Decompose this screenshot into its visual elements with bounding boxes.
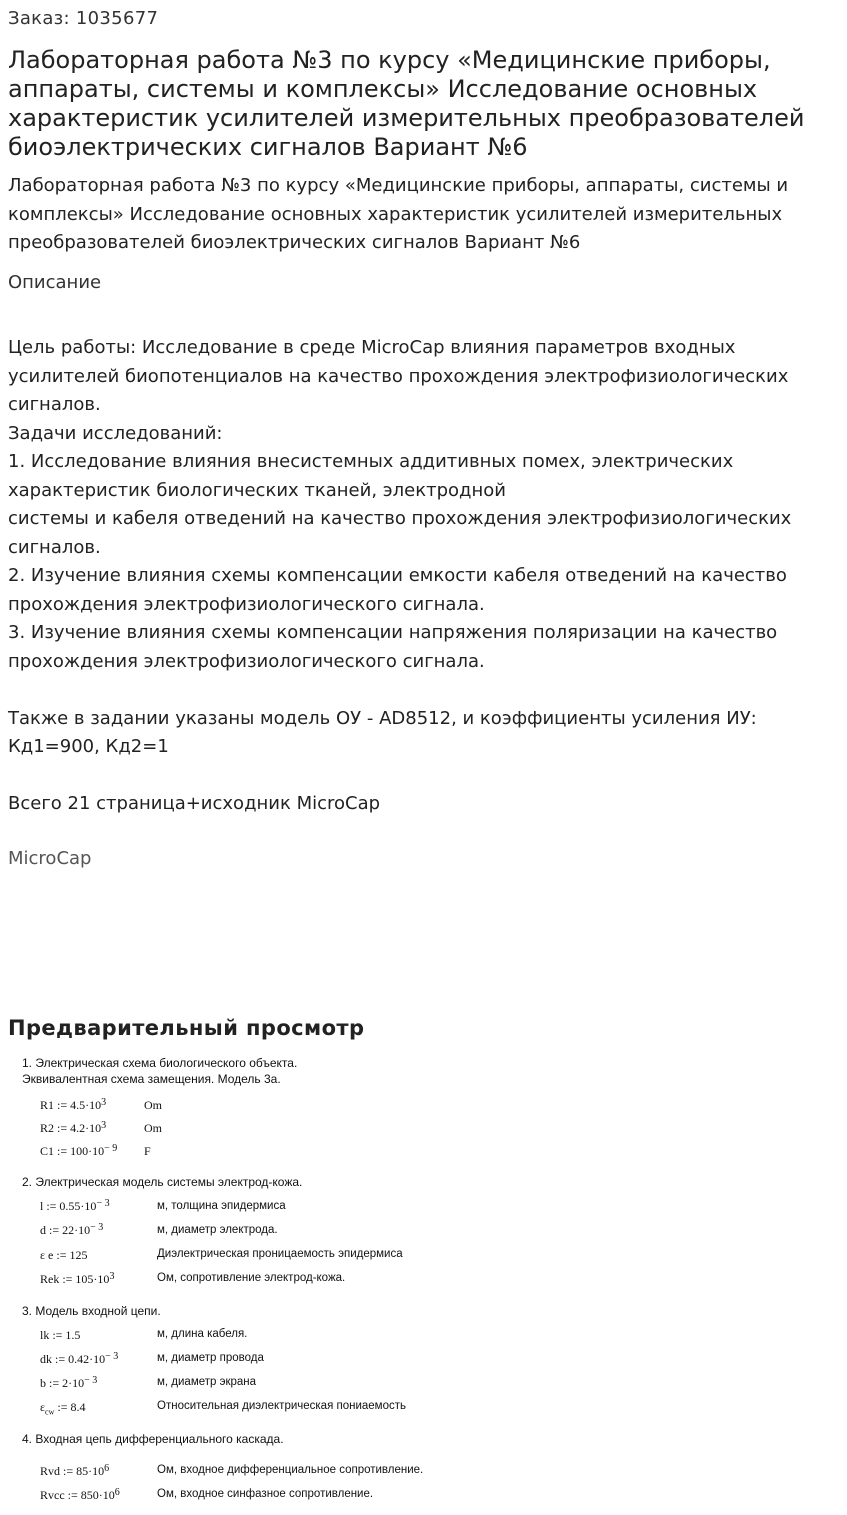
unit-c1: F xyxy=(144,1144,151,1158)
description-line: Также в задании указаны модель ОУ - AD8512, и коэффициенты усиления ИУ: xyxy=(8,707,757,729)
formula-b: b := $2\cdot 10^{- 3}$ xyxy=(40,1375,98,1390)
description-line: прохождения электрофизиологического сигнала. xyxy=(8,593,485,615)
preview-section-1-subheading: Эквивалентная схема замещения. Модель 3а. xyxy=(22,1072,281,1086)
tag-link-microcap[interactable]: MicroCap xyxy=(8,848,92,869)
description-line: 1. Исследование влияния внесистемных аддитивных помех, электрических xyxy=(8,451,734,472)
desc-epsilon-cw: Относительная диэлектрическая пониаемость xyxy=(157,1400,406,1412)
page-subtitle: Лабораторная работа №3 по курсу «Медицинские приборы, аппараты, системы и комплексы» Исследование основных характеристик усилителей измерительных преобразователей биоэлектрических сигналов Вариант №6 xyxy=(8,175,789,253)
unit-r1: Om xyxy=(144,1098,162,1112)
description-line: прохождения электрофизиологического сигнала. xyxy=(8,650,485,672)
description-line: Кд1=900, Кд2=1 xyxy=(8,736,169,757)
desc-rek: Ом, сопротивление электрод-кожа. xyxy=(157,1272,346,1284)
formula-rek: Rek := $105\cdot 10^3$ xyxy=(40,1271,115,1286)
preview-section-4-heading: 4. Входная цепь дифференциального каскада. xyxy=(22,1432,284,1446)
description-line: 3. Изучение влияния схемы компенсации напряжения поляризации на качество xyxy=(8,622,778,643)
description-line: Всего 21 страница+исходник MicroCap xyxy=(8,793,381,814)
formula-epsilon-cw: $\varepsilon_{cw}$ := 8.4 xyxy=(40,1400,86,1417)
preview-section-3-heading: 3. Модель входной цепи. xyxy=(22,1304,161,1318)
description-spacer xyxy=(8,676,840,705)
formula-dk: dk := $0.42\cdot 10^{- 3}$ xyxy=(40,1351,119,1366)
preview-section-1-heading: 1. Электрическая схема биологического объекта. xyxy=(22,1056,298,1070)
document-preview xyxy=(0,1048,847,1515)
desc-epsilon-e: Диэлектрическая проницаемость эпидермиса xyxy=(157,1248,403,1260)
description-line: усилителей биопотенциалов на качество прохождения электрофизиологических xyxy=(8,365,789,387)
desc-b: м, диаметр экрана xyxy=(157,1376,257,1388)
description-line: системы и кабеля отведений на качество прохождения электрофизиологических xyxy=(8,508,792,529)
description-line: характеристик биологических тканей, электродной xyxy=(8,479,506,501)
description-heading: Описание xyxy=(8,272,102,293)
formula-lk: lk := 1.5 xyxy=(40,1328,81,1342)
desc-d: м, диаметр электрода. xyxy=(157,1224,278,1236)
description-body xyxy=(8,334,840,819)
preview-section-2-heading: 2. Электрическая модель системы электрод-кожа. xyxy=(22,1175,303,1189)
description-spacer xyxy=(8,762,840,791)
formula-c1: C1 := $100\cdot 10^{- 9}$ xyxy=(40,1143,118,1158)
description-line: Цель работы: Исследование в среде MicroCap влияния параметров входных xyxy=(8,337,736,358)
formula-r1: R1 := $4.5\cdot 10^3$ xyxy=(40,1097,107,1112)
desc-rvd: Ом, входное дифференциальное сопротивление. xyxy=(157,1464,424,1476)
desc-dk: м, диаметр провода xyxy=(157,1352,264,1364)
formula-epsilon-e: ε e := 125 xyxy=(40,1248,88,1262)
formula-d: d := $22\cdot 10^{- 3}$ xyxy=(40,1222,104,1237)
unit-r2: Om xyxy=(144,1121,162,1135)
description-line: 2. Изучение влияния схемы компенсации емкости кабеля отведений на качество xyxy=(8,565,787,586)
formula-rvd: Rvd := $85\cdot 10^6$ xyxy=(40,1463,110,1478)
description-line: сигналов. xyxy=(8,536,101,558)
desc-rvcc: Ом, входное синфазное сопротивление. xyxy=(157,1488,374,1500)
description-line: Задачи исследований: xyxy=(8,422,223,444)
page-title: Лабораторная работа №3 по курсу «Медицинские приборы, аппараты, системы и комплексы» Исследование основных характеристик усилителей измерительных преобразователей биоэлектрических сигналов Вариант №6 xyxy=(8,46,805,161)
description-line: сигналов. xyxy=(8,394,101,415)
desc-lk: м, длина кабеля. xyxy=(157,1328,248,1340)
formula-rvcc: Rvcc := $850\cdot 10^6$ xyxy=(40,1487,120,1502)
formula-l: l := $0.55\cdot 10^{- 3}$ xyxy=(40,1198,110,1213)
order-number: Заказ: 1035677 xyxy=(8,8,159,29)
desc-l: м, толщина эпидермиса xyxy=(157,1200,286,1212)
preview-heading: Предварительный просмотр xyxy=(8,1016,365,1040)
formula-r2: R2 := $4.2\cdot 10^3$ xyxy=(40,1120,107,1135)
